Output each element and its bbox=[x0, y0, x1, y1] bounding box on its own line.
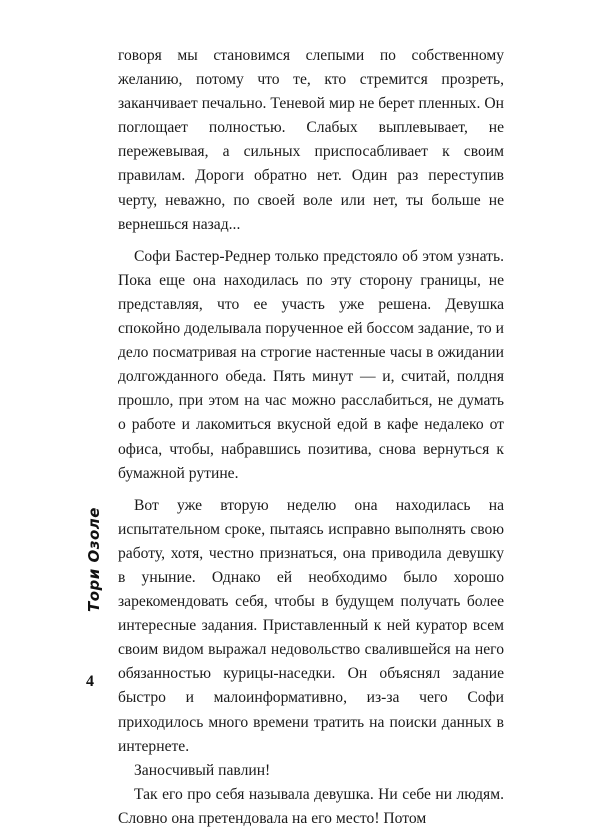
paragraph-probation: Вот уже вторую неделю она находилась на испытательном сроке, пытаясь исправно выполнять свою работу, хотя, честно признаться, она приводила девушку в уныние. Однако ей необходимо было хорошо зарекомендовать себя, чтобы в будущем получать более интересные задания. Приставленный к ней куратор всем своим видом выражал недовольство свалившейся на него обязанностью курицы-наседки. Он объяснял задание быстро и малоинформативно, из-за чего Софи приходилось много времени тратить на поиски данных в интернете. bbox=[118, 496, 504, 755]
page-number: 4 bbox=[86, 673, 94, 690]
paragraph-peacock: Заносчивый павлин! bbox=[134, 761, 271, 779]
page-text bbox=[118, 44, 504, 831]
paragraph-continuation: говоря мы становимся слепыми по собственному желанию, потому что те, кто стремится прозреть, заканчивает печально. Теневой мир не берет пленных. Он поглощает полностью. Слабых выплевывает, не пережевывая, а сильных приспосабливает к своим правилам. Дороги обратно нет. Один раз переступив черту, неважно, по своей воле или нет, ты больше не вернешься назад... bbox=[118, 47, 504, 233]
paragraph-last: Так его про себя называла девушка. Ни себе ни людям. Словно она претендовала на его место! Потом bbox=[118, 785, 504, 827]
running-head-author: Тори Озоле bbox=[85, 507, 103, 612]
paragraph-sofi: Софи Бастер-Реднер только предстояло об этом узнать. Пока еще она находилась по эту сторону границы, не представляя, что ее участь уже решена. Девушка спокойно доделывала порученное ей боссом задание, то и дело посматривая на строгие настенные часы в ожидании долгожданного обеда. Пять минут — и, считай, полдня прошло, при этом на час можно расслабиться, не думать о работе и лакомиться вкусной едой в кафе недалеко от офиса, чтобы, набравшись позитива, снова вернуться к бумажной рутине. bbox=[118, 247, 504, 482]
